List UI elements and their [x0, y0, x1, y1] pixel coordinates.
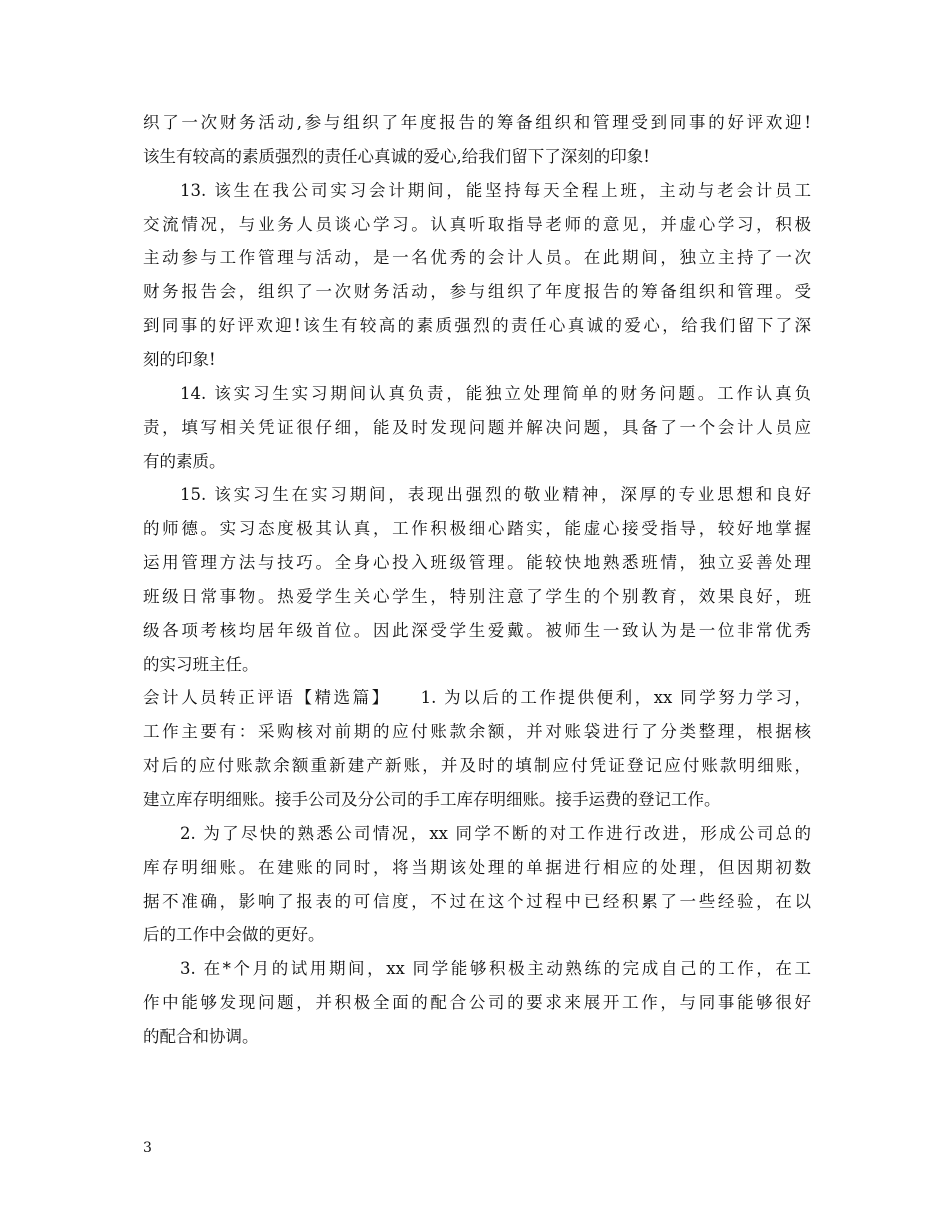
text-line: 后的工作中会做的更好。 [143, 925, 325, 945]
text-line: 有的素质。 [143, 451, 226, 471]
text-line: 的师德。实习态度极其认真，工作积极细心踏实，能虚心接受指导，较好地掌握 [143, 519, 811, 539]
text-line: 织了一次财务活动,参与组织了年度报告的筹备组织和管理受到同事的好评欢迎! [143, 113, 811, 132]
text-line: 该生有较高的素质强烈的责任心真诚的爱心,给我们留下了深刻的印象! [143, 146, 650, 166]
text-line: 的实习班主任。 [143, 654, 259, 674]
text-line: 3. 在*个月的试用期间，xx 同学能够积极主动熟练的完成自己的工作，在工 [180, 959, 811, 979]
page-number: 3 [143, 1140, 152, 1156]
text-line: 的配合和协调。 [143, 1026, 259, 1046]
text-line: 运用管理方法与技巧。全身心投入班级管理。能较快地熟悉班情，独立妥善处理 [143, 553, 811, 573]
text-line: 到同事的好评欢迎!该生有较高的素质强烈的责任心真诚的爱心，给我们留下了深 [143, 316, 811, 336]
text-line: 责，填写相关凭证很仔细，能及时发现问题并解决问题，具备了一个会计人员应 [143, 417, 811, 437]
text-line: 13. 该生在我公司实习会计期间，能坚持每天全程上班，主动与老会计员工 [180, 180, 811, 200]
text-line: 级各项考核均居年级首位。因此深受学生爱戴。被师生一致认为是一位非常优秀 [143, 620, 811, 640]
text-line: 交流情况，与业务人员谈心学习。认真听取指导老师的意见，并虚心学习，积极 [143, 214, 811, 234]
text-line: 刻的印象! [143, 349, 216, 369]
text-line: 据不准确，影响了报表的可信度，不过在这个过程中已经积累了一些经验，在以 [143, 891, 811, 911]
text-line: 财务报告会，组织了一次财务活动，参与组织了年度报告的筹备组织和管理。受 [143, 282, 811, 302]
text-line: 工作主要有：采购核对前期的应付账款余额，并对账袋进行了分类整理，根据核 [143, 722, 811, 742]
text-line: 15. 该实习生在实习期间，表现出强烈的敬业精神，深厚的专业思想和良好 [180, 485, 811, 505]
text-line: 2. 为了尽快的熟悉公司情况，xx 同学不断的对工作进行改进，形成公司总的 [180, 823, 811, 843]
text-line: 14. 该实习生实习期间认真负责，能独立处理简单的财务问题。工作认真负 [180, 383, 811, 403]
text-line: 作中能够发现问题，并积极全面的配合公司的要求来展开工作，与同事能够很好 [143, 993, 811, 1013]
text-line: 班级日常事物。热爱学生关心学生，特别注意了学生的个别教育，效果良好，班 [143, 586, 811, 606]
text-line: 主动参与工作管理与活动，是一名优秀的会计人员。在此期间，独立主持了一次 [143, 248, 811, 268]
text-line: 建立库存明细账。接手公司及分公司的手工库存明细账。接手运费的登记工作。 [143, 790, 721, 809]
text-line: 会计人员转正评语【精选篇】 1. 为以后的工作提供便利，xx 同学努力学习， [143, 688, 811, 708]
text-line: 库存明细账。在建账的同时，将当期该处理的单据进行相应的处理，但因期初数 [143, 857, 811, 877]
text-line: 对后的应付账款余额重新建产新账，并及时的填制应付凭证登记应付账款明细账， [143, 756, 811, 776]
